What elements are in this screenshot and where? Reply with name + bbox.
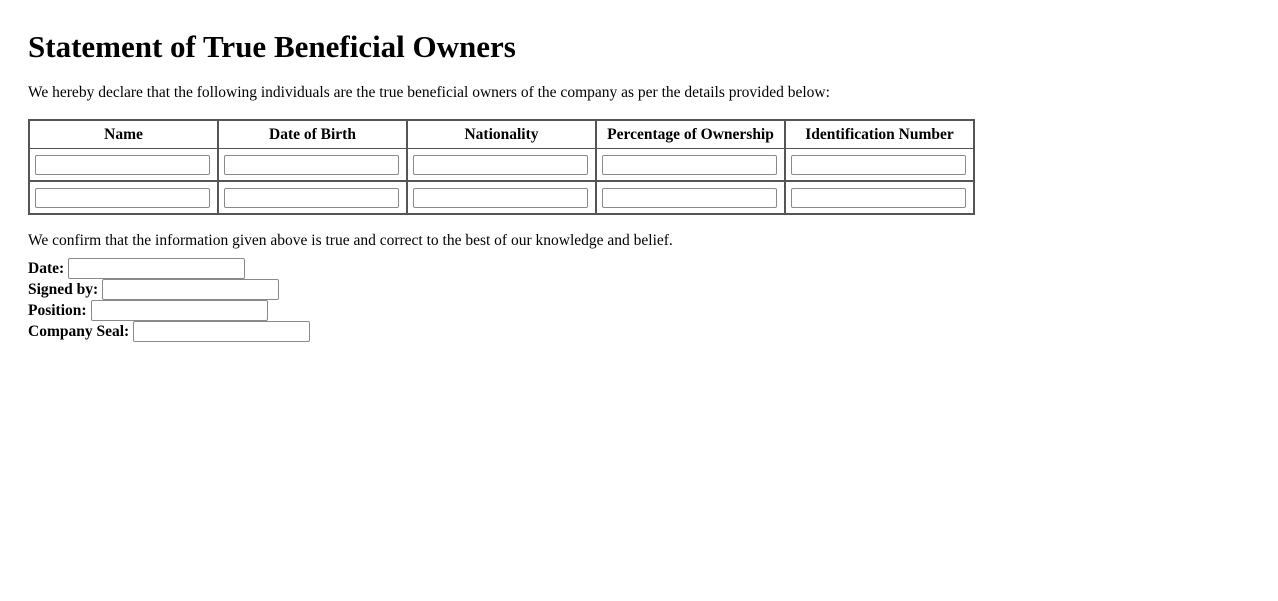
owner-1-date-of-birth-input[interactable] bbox=[224, 155, 399, 175]
owner-2-date-of-birth-input[interactable] bbox=[224, 188, 399, 208]
owner-2-identification-input[interactable] bbox=[791, 188, 966, 208]
table-cell bbox=[408, 149, 597, 182]
header-name: Name bbox=[30, 121, 219, 149]
company-seal-row bbox=[28, 321, 1278, 342]
date-label: Date: bbox=[28, 259, 65, 277]
header-date-of-birth: Date of Birth bbox=[219, 121, 408, 149]
table-header-row bbox=[30, 121, 974, 149]
header-nationality: Nationality bbox=[408, 121, 597, 149]
table-cell bbox=[408, 182, 597, 214]
signed-by-input[interactable] bbox=[102, 279, 279, 300]
table-cell bbox=[30, 182, 219, 214]
table-row bbox=[30, 149, 974, 182]
table-cell bbox=[786, 149, 974, 182]
owner-2-nationality-input[interactable] bbox=[413, 188, 588, 208]
company-seal-label: Company Seal: bbox=[28, 322, 130, 340]
owner-2-percentage-input[interactable] bbox=[602, 188, 777, 208]
intro-text: We hereby declare that the following individuals are the true beneficial owners of the company as per the details provided below: bbox=[28, 84, 830, 101]
signed-by-row bbox=[28, 279, 1278, 300]
table-cell bbox=[219, 182, 408, 214]
table-cell bbox=[597, 182, 786, 214]
position-input[interactable] bbox=[91, 300, 268, 321]
header-percentage-of-ownership: Percentage of Ownership bbox=[597, 121, 786, 149]
owner-1-percentage-input[interactable] bbox=[602, 155, 777, 175]
owner-1-nationality-input[interactable] bbox=[413, 155, 588, 175]
signature-section bbox=[28, 258, 1278, 342]
beneficial-owners-table bbox=[28, 119, 975, 215]
table-cell bbox=[219, 149, 408, 182]
owner-1-name-input[interactable] bbox=[35, 155, 210, 175]
owner-2-name-input[interactable] bbox=[35, 188, 210, 208]
company-seal-input[interactable] bbox=[133, 321, 310, 342]
date-input[interactable] bbox=[68, 258, 245, 279]
table-row bbox=[30, 182, 974, 214]
table-cell bbox=[30, 149, 219, 182]
confirmation-text: We confirm that the information given above is true and correct to the best of our knowledge and belief. bbox=[28, 232, 673, 249]
page-title: Statement of True Beneficial Owners bbox=[28, 29, 516, 64]
signed-by-label: Signed by: bbox=[28, 280, 99, 298]
date-row bbox=[28, 258, 1278, 279]
table-cell bbox=[597, 149, 786, 182]
position-label: Position: bbox=[28, 301, 87, 319]
position-row bbox=[28, 300, 1278, 321]
owner-1-identification-input[interactable] bbox=[791, 155, 966, 175]
header-identification-number: Identification Number bbox=[786, 121, 974, 149]
table-cell bbox=[786, 182, 974, 214]
